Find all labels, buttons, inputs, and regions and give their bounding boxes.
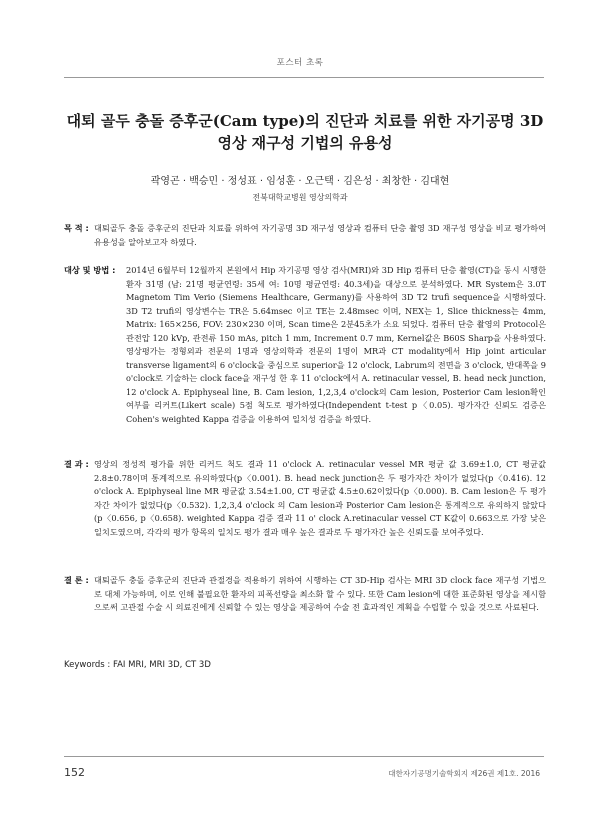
section-tag: 포스터 초록 — [276, 58, 324, 68]
conclusion-section — [64, 574, 546, 615]
title-line-2: 영상 재구성 기법의 유용성 — [217, 134, 393, 152]
title-line-1: 대퇴 골두 충돌 증후군(Cam type)의 진단과 치료를 위한 자기공명 3D — [66, 112, 544, 130]
paper-title — [60, 110, 550, 154]
methods-text: 2014년 6월부터 12월까지 본원에서 Hip 자기공명 영상 검사(MRI)와 3D Hip 컴퓨터 단층 촬영(CT)을 동시 시행한 환자 31명 (남: 21명 평균연령: 35세 여: 10명 평균연령: 40.3세)을 대상으로 분석하였다. MR System은 3.0T Magnetom Tim Verio (Siemens Healthcare, Germany)를 사용하여 3D T2 trufi sequence을 시행하였다. 3D T2 trufi의 영상변수는 TR은 5.64msec 이고 TE는 2.48msec 이며, NEX는 1, Slice thickness는 4mm, Matrix: 165×256, FOV: 230×230 이며, Scan time은 2분45초가 소요 되었다. 컴퓨터 단층 촬영의 Protocol은 관전압 120 kVp, 관전류 150 mAs, pitch 1 mm, Increment 0.7 mm, Kernel값은 B60S Sharp을 사용하였다. 영상평가는 정형외과 전문의 1명과 영상의학과 전문의 1명이 MR과 CT modality에서 Hip joint articular transverse ligament의 6 o'clock을 중심으로 superior을 12 o'clock, Labrum의 전면을 3 o'clock, 반대쪽을 9 o'clock로 기술하는 clock face을 재구성 한 후 11 o'clock에서 A. retinacular vessel, B. head neck junction, 12 o'clock A. Epiphyseal line, B. Cam lesion, 1,2,3,4 o'clock의 Cam lesion, Posterior Cam lesion확인 여부를 리커트(Likert scale) 5점 척도로 평가하였다(Independent t-test p〈0.05). 평가자간 신뢰도 검증은 Cohen's weighted Kappa 검증을 이용하여 일치성 검증을 하였다. — [126, 265, 546, 424]
methods-section — [64, 264, 546, 426]
keywords: Keywords : FAI MRI, MRI 3D, CT 3D — [64, 660, 211, 670]
page-number: 152 — [64, 766, 85, 779]
results-section — [64, 458, 546, 539]
conclusion-label: 결 론 : — [64, 575, 89, 585]
bottom-divider — [64, 756, 544, 757]
top-divider — [64, 77, 544, 78]
conclusion-text: 대퇴골두 충돌 증후군의 진단과 관절경을 적용하기 위하여 시행하는 CT 3D-Hip 검사는 MRI 3D clock face 재구성 기법으로 대체 가능하며, 이로 인해 불필요한 환자의 피폭선량을 최소화 할 수 있다. 또한 Cam lesion에 대한 표준화된 영상을 제시함으로써 고관절 수술 시 의료진에게 신뢰할 수 있는 영상을 제공하여 수술 전 효과적인 계획을 수립할 수 있을 것으로 사료된다. — [94, 575, 546, 612]
methods-label: 대상 및 방법 : — [64, 265, 116, 275]
results-text: 영상의 정성적 평가를 위한 리커드 척도 결과 11 o'clock A. retinacular vessel MR 평균 값 3.69±1.0, CT 평균값 2.8±0.78이며 통계적으로 유의하였다(p〈0.001). B. head neck junction은 두 평가자간 차이가 없었다(p〈0.416). 12 o'clock A. Epiphyseal line MR 평균값 3.54±1.00, CT 평균값 4.5±0.62이었다(p〈0.000). B. Cam lesion은 두 평가자간 차이가 없었다(p〈0.532). 1,2,3,4 o'clock 의 Cam lesion과 Posterior Cam lesion은 통계적으로 유의하지 않았다(p〈0.656, p〈0.658). weighted Kappa 검증 결과 11 o' clock A.retinacular vessel CT K값이 0.663으로 가장 낮은 일치도였으며, 각각의 평가 항목의 일치도 평가 결과 매우 높은 결과로 두 평가자간 높은 신뢰도를 보여주었다. — [94, 459, 546, 537]
purpose-text: 대퇴골두 충돌 증후군의 진단과 치료를 위하여 자기공명 3D 재구성 영상과 컴퓨터 단층 촬영 3D 재구성 영상을 비교 평가하여 유용성을 알아보고자 하였다. — [94, 223, 546, 247]
journal-citation: 대한자기공명기술학회지 제26권 제1호. 2016 — [388, 769, 540, 778]
purpose-label: 목 적 : — [64, 223, 89, 233]
results-label: 결 과 : — [64, 459, 89, 469]
author-list: 곽영곤 · 백승민 · 정성표 · 임성훈 · 오근택 · 김은성 · 최창한 · 김대현 — [150, 176, 450, 187]
purpose-section — [64, 222, 546, 249]
affiliation: 전북대학교병원 영상의학과 — [252, 193, 348, 202]
